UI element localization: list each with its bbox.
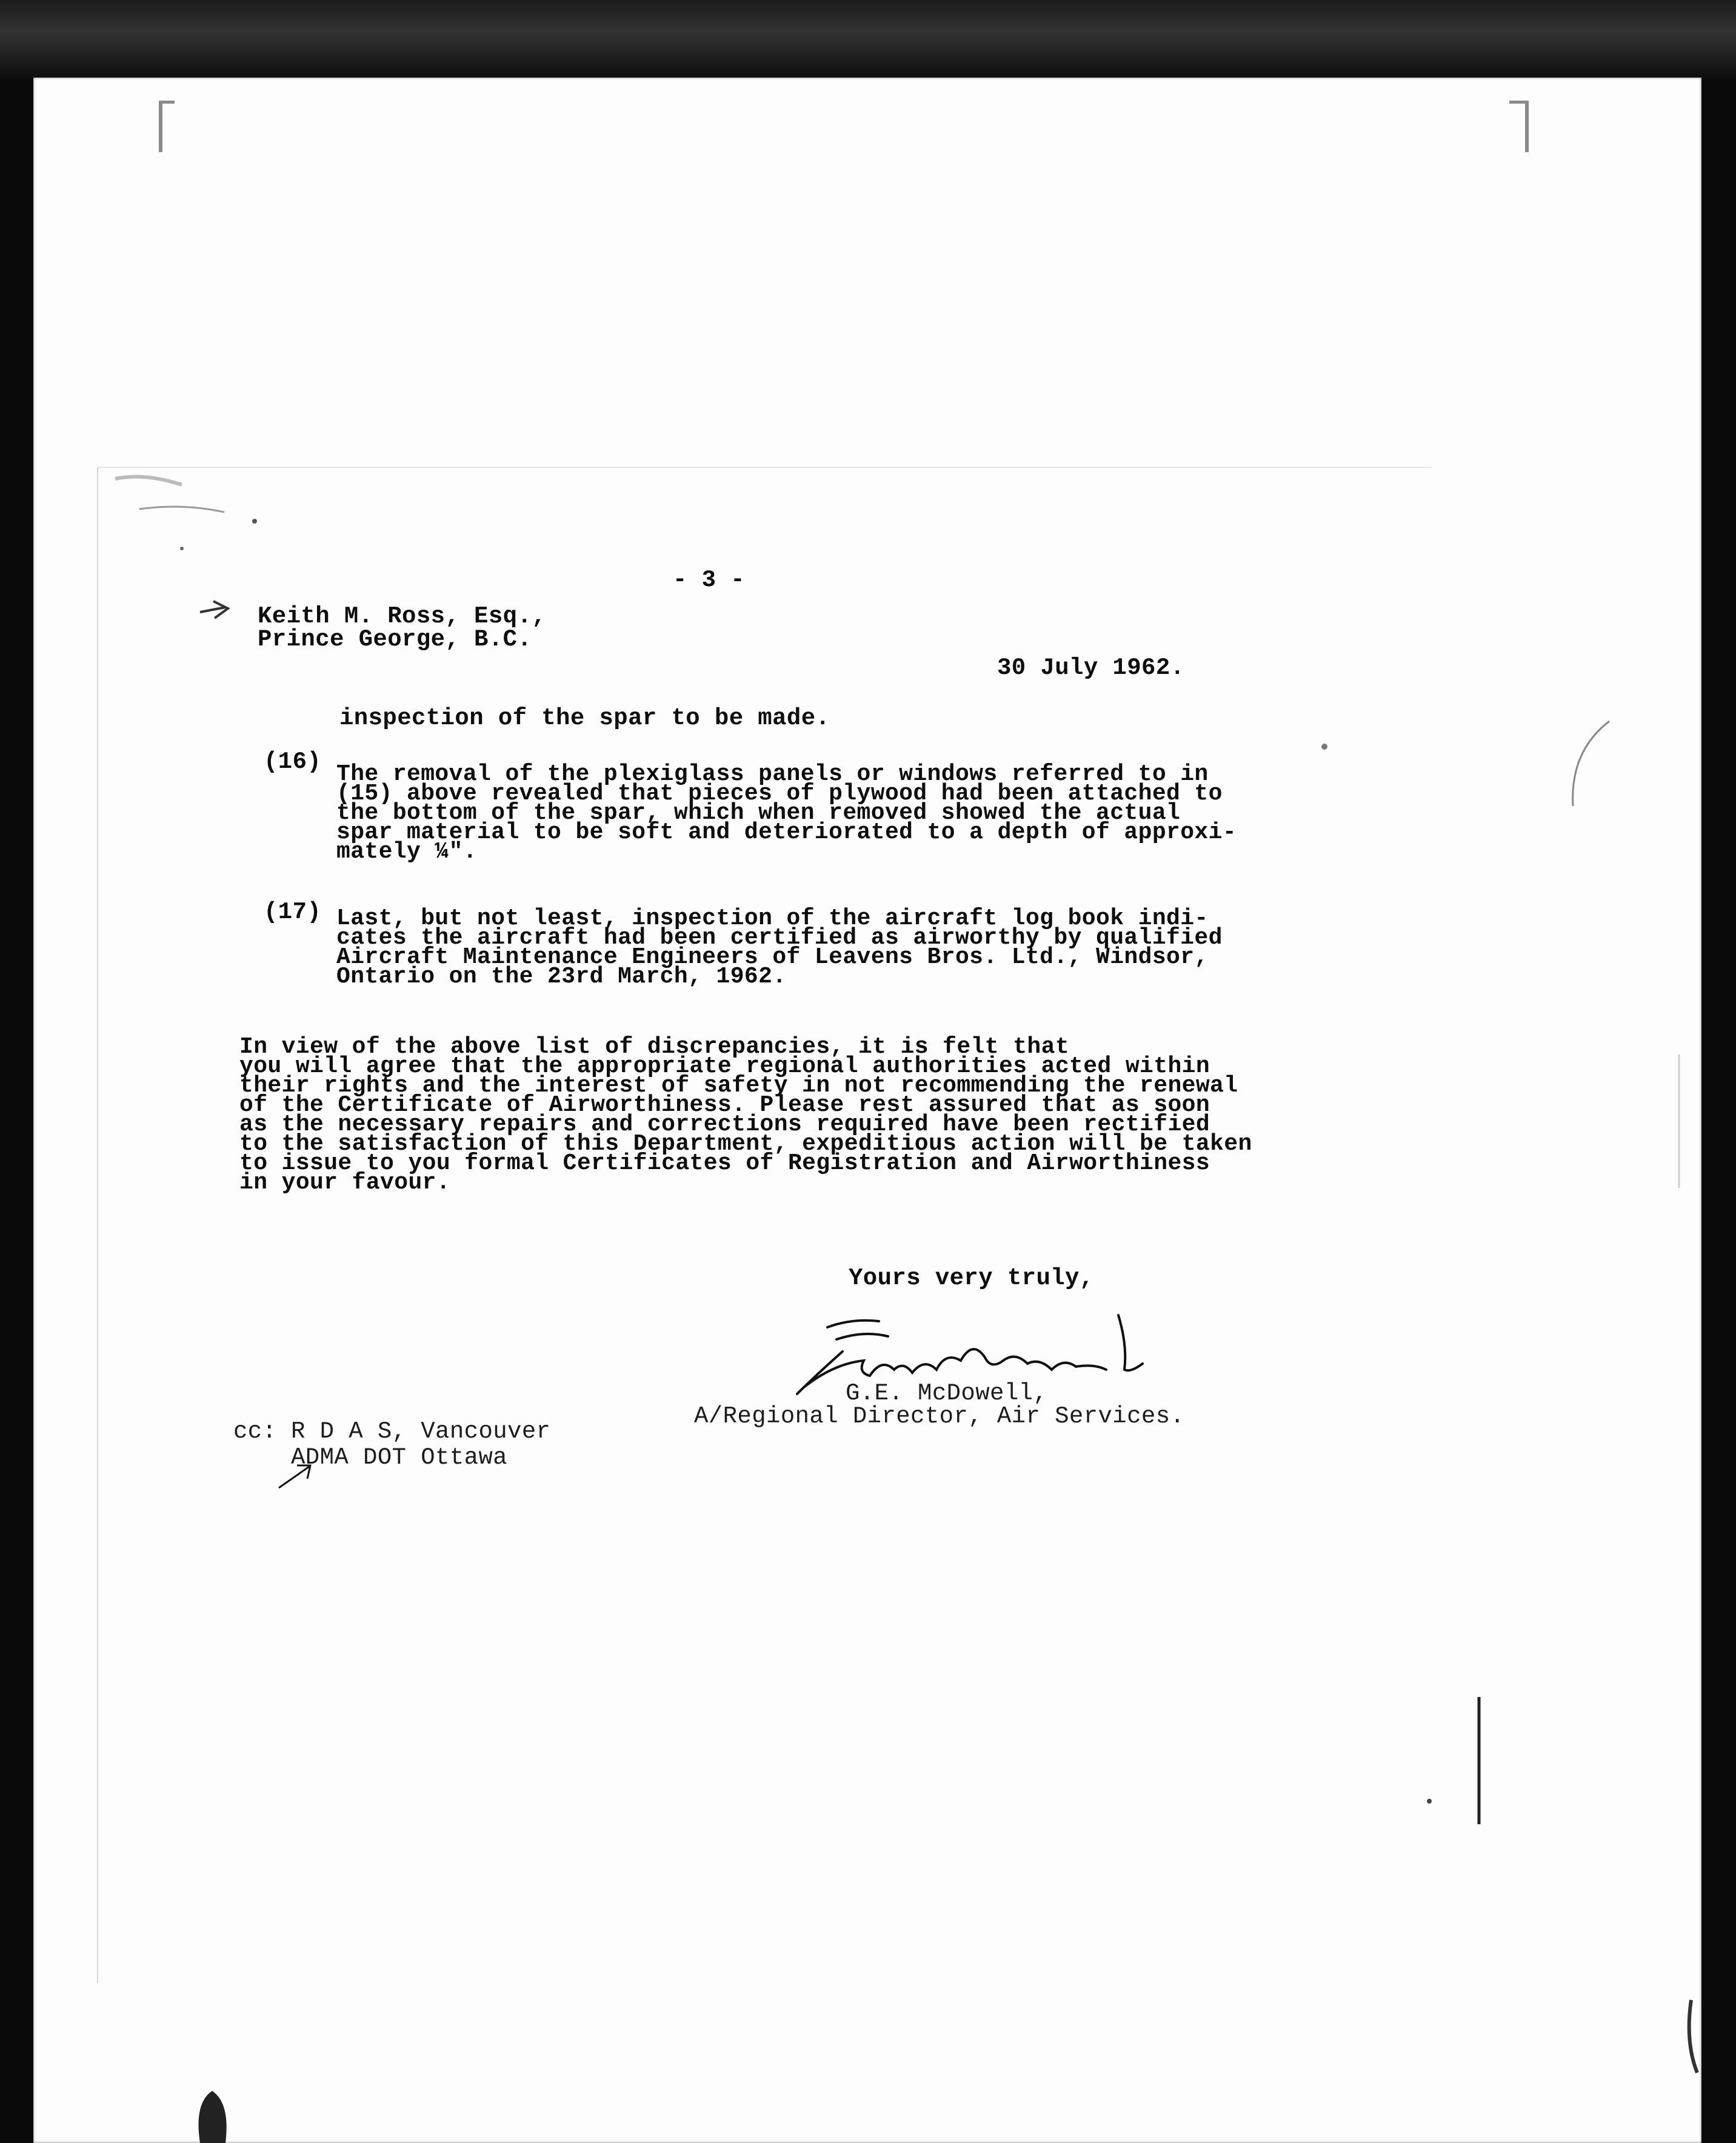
addressee-city: Prince George, B.C. bbox=[258, 626, 532, 653]
item-number-16: (16) bbox=[264, 748, 322, 775]
addressee-name: Keith M. Ross, Esq., bbox=[258, 603, 547, 630]
speck bbox=[1427, 1799, 1432, 1804]
cc-line-1: R D A S, Vancouver bbox=[291, 1418, 551, 1445]
page-number: - 3 - bbox=[673, 567, 746, 593]
closing-paragraph: In view of the above list of discrepancies, it is felt that you will agree that the appropriate regional authorities acted within their rights and the interest of safety in not recommending the renewal of the Certificate of Airworthiness. Please rest assured that as soon as the necessary repairs and corrections required have been rectified to the satisfaction of this Department, expeditious action will be taken to issue to you formal Certificates of Registration and Airworthiness in your favour. bbox=[239, 1034, 1252, 1196]
scan-blot bbox=[199, 2091, 227, 2143]
item-text-17: Last, but not least, inspection of the aircraft log book indi- cates the aircraft had been certified as airworthy by qualified Aircraft Maintenance Engineers of Leavens Bros. Ltd., Windsor, Ontario on the 23rd March, 1962. bbox=[336, 905, 1223, 990]
item-text-16: The removal of the plexiglass panels or windows referred to in (15) above revealed that pieces of plywood had been attached to the bottom of the spar, which when removed showed the actual spar material to be soft and deteriorated to a depth of approxi- mately ¼". bbox=[336, 761, 1237, 865]
speck bbox=[180, 547, 184, 550]
speck bbox=[252, 519, 257, 524]
scan-blot bbox=[1689, 2000, 1697, 2073]
scan-streak bbox=[115, 477, 182, 485]
continuation-text: inspection of the spar to be made. bbox=[339, 705, 830, 732]
letter-date: 30 July 1962. bbox=[997, 655, 1185, 681]
item-number-17: (17) bbox=[264, 899, 322, 925]
cc-line-2: ADMA DOT Ottawa bbox=[291, 1444, 508, 1471]
complimentary-close: Yours very truly, bbox=[849, 1265, 1094, 1291]
scan-curve bbox=[1573, 721, 1609, 806]
scan-streak bbox=[139, 507, 224, 512]
signer-title: A/Regional Director, Air Services. bbox=[694, 1403, 1185, 1430]
cc-label: cc: bbox=[233, 1418, 277, 1445]
margin-arrow-mark bbox=[200, 601, 228, 618]
speck bbox=[1321, 744, 1327, 750]
signer-name: G.E. McDowell, bbox=[846, 1380, 1048, 1407]
